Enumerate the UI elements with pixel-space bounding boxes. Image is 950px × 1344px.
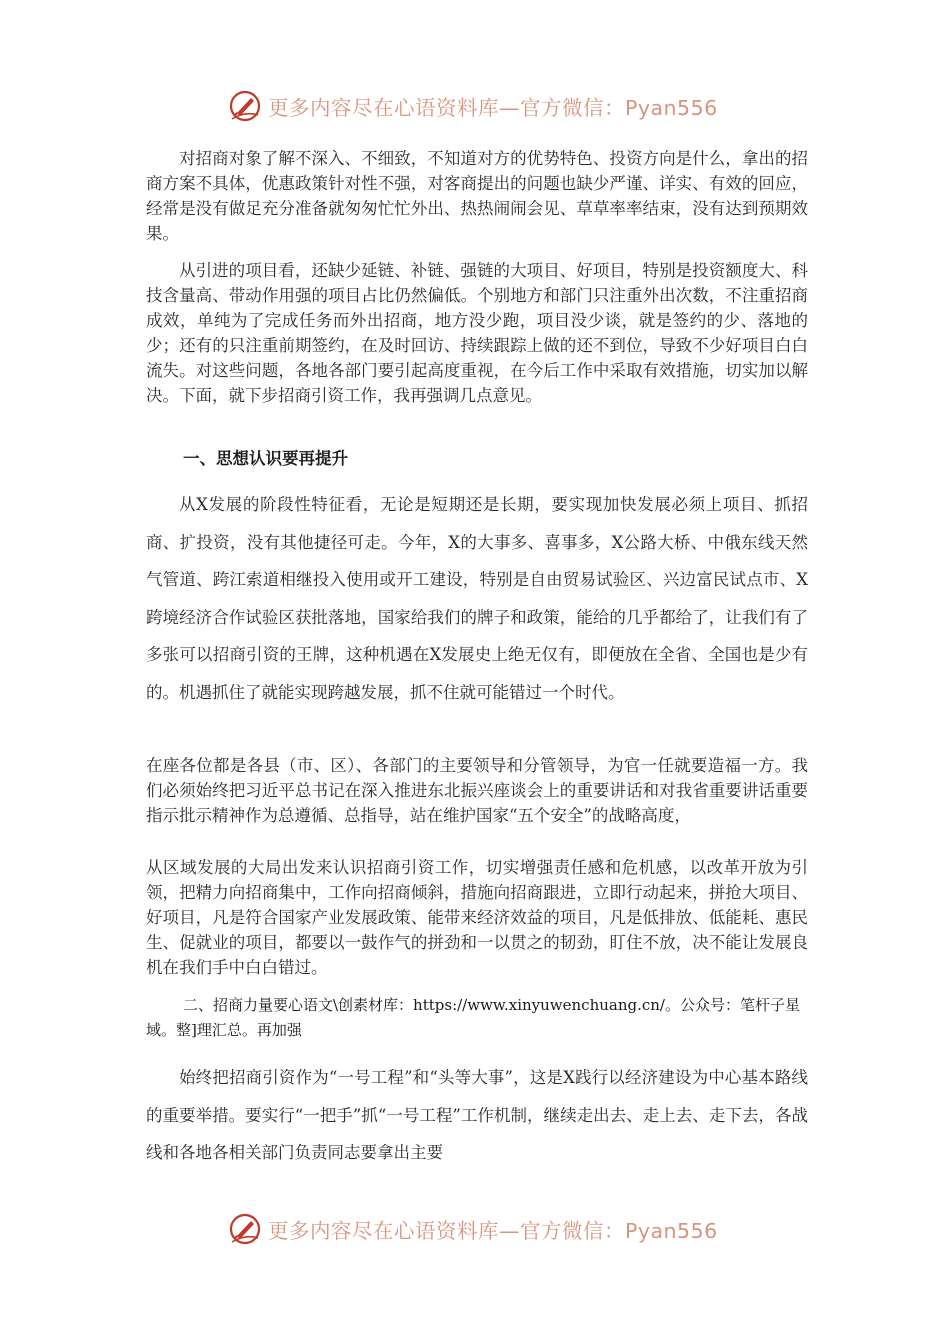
paragraph-3: 从X发展的阶段性特征看，无论是短期还是长期，要实现加快发展必须上项目、抓招商、扩投资，没有其他捷径可走。今年，X的大事多、喜事多，X公路大桥、中俄东线天然气管道、跨江索道相继投入使用或开工建设，特别是自由贸易试验区、兴边富民试点市、X跨境经济合作试验区获批落地，国家给我们的牌子和政策，能给的几乎都给了，让我们有了多张可以招商引资的王牌，这种机遇在X发展史上绝无仅有，即便放在全省、全国也是少有的。机遇抓住了就能实现跨越发展，抓不住就可能错过一个时代。 [146,495,808,702]
paragraph-4: 在座各位都是各县（市、区）、各部门的主要领导和分管领导，为官一任就要造福一方。我们必须始终把习近平总书记在深入推进东北振兴座谈会上的重要讲话和对我省重要讲话重要指示批示精神作为总遵循、总指导，站在维护国家“五个安全”的战略高度， [146,756,808,825]
header-banner [228,88,718,124]
banner-text: 更多内容尽在心语资料库—官方微信：Pyan556 [268,1219,718,1243]
banner-text: 更多内容尽在心语资料库—官方微信：Pyan556 [268,96,718,120]
paragraph-6: 始终把招商引资作为“一号工程”和“头等大事”，这是X践行以经济建设为中心基本路线的重要举措。要实行“一把手”抓“一号工程”工作机制，继续走出去、走上去、走下去，各战线和各地各相关部门负责同志要拿出主要 [146,1068,808,1162]
pen-logo-icon [228,89,262,123]
paragraph-1: 对招商对象了解不深入、不细致，不知道对方的优势特色、投资方向是什么，拿出的招商方案不具体，优惠政策针对性不强，对客商提出的问题也缺少严谨、详实、有效的回应，经常是没有做足充分准备就匆匆忙忙外出、热热闹闹会见、草草率率结束，没有达到预期效果。 [146,149,808,243]
section-heading-2-note: 二、招商力量要心语文\创素材库：https://www.xinyuwenchuang.cn/。公众号：笔杆子星域。整]理汇总。再加强 [146,996,800,1039]
section-heading-1: 一、思想认识要再提升 [183,449,348,468]
footer-banner [228,1211,718,1247]
paragraph-2: 从引进的项目看，还缺少延链、补链、强链的大项目、好项目，特别是投资额度大、科技含量高、带动作用强的项目占比仍然偏低。个别地方和部门只注重外出次数，不注重招商成效，单纯为了完成任务而外出招商，地方没少跑，项目没少谈，就是签约的少、落地的少；还有的只注重前期签约，在及时回访、持续跟踪上做的还不到位，导致不少好项目白白流失。对这些问题，各地各部门要引起高度重视，在今后工作中采取有效措施，切实加以解决。下面，就下步招商引资工作，我再强调几点意见。 [146,261,808,405]
pen-logo-icon [228,1212,262,1246]
paragraph-5: 从区域发展的大局出发来认识招商引资工作，切实增强责任感和危机感，以改革开放为引领，把精力向招商集中，工作向招商倾斜，措施向招商跟进，立即行动起来，拼抢大项目、好项目，凡是符合国家产业发展政策、能带来经济效益的项目，凡是低排放、低能耗、惠民生、促就业的项目，都要以一鼓作气的拼劲和一以贯之的韧劲，盯住不放，决不能让发展良机在我们手中白白错过。 [146,858,808,977]
